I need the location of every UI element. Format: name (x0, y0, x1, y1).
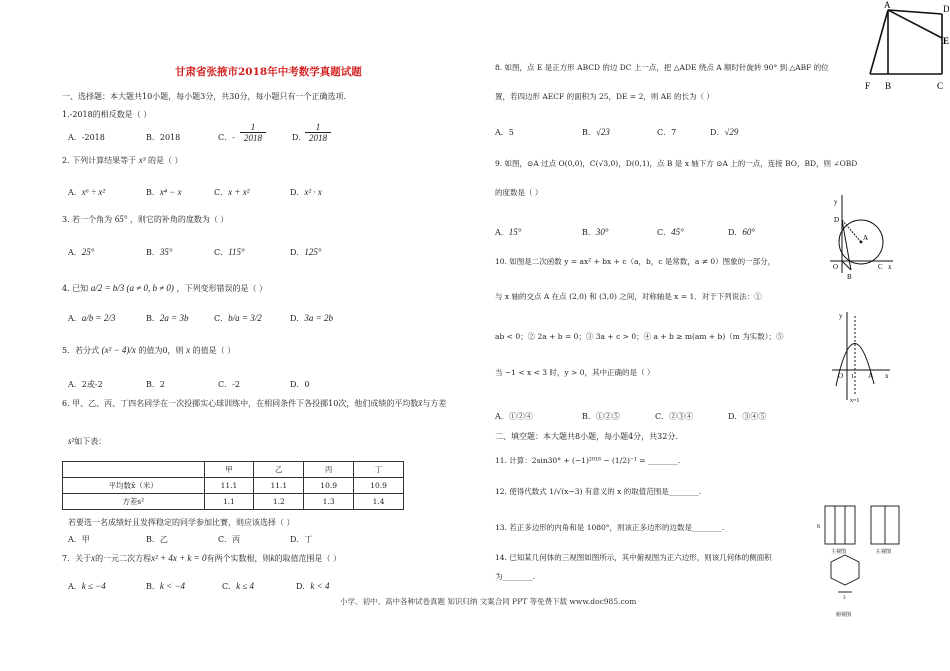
q7-eq: x² + 4x + k = 0 (151, 553, 207, 563)
table-header: 甲 (204, 462, 254, 478)
table-header: 乙 (254, 462, 304, 478)
fig9-label-o: O (833, 263, 839, 271)
q3-option-d (290, 247, 322, 258)
fig10-label-one: 1 (851, 374, 854, 380)
fig14-label-top: 俯视图 (836, 613, 852, 618)
q2-tail: 的是（ ） (147, 156, 183, 165)
question-4 (62, 283, 267, 294)
q9-option-a (495, 227, 521, 238)
q1-option-d: D． (292, 133, 307, 142)
q6-tail2: 如下表： (74, 437, 107, 446)
q6-option-b: B．乙 (146, 535, 168, 544)
q14-line2: 为________. (495, 572, 535, 581)
q2-d-math: x² · x (304, 187, 322, 197)
q7-option-b (146, 581, 185, 592)
q3-a-label: A． (68, 248, 82, 257)
fig8-label-d: D (943, 4, 949, 14)
q3-c-math: 115° (228, 247, 245, 257)
q8-square-figure (855, 0, 949, 95)
q2-c-label: C． (214, 188, 229, 197)
q8-option-b (582, 127, 610, 138)
q4-c-label: C． (214, 314, 229, 323)
q7-mid: 的一元二次方程 (95, 554, 152, 563)
fig9-label-d: D (834, 216, 840, 224)
q2-d-label: D． (290, 188, 305, 197)
fig8-label-a: A (884, 0, 891, 10)
table-header: 丁 (354, 462, 404, 478)
q8-option-a: A．5 (495, 128, 514, 137)
q7-option-d (296, 581, 330, 592)
q1-d-fraction (305, 122, 331, 143)
q6-tail: 与方差 (422, 399, 447, 408)
fig9-label-a: A (863, 234, 869, 242)
q8-b-math: √23 (595, 127, 610, 137)
fig14-top-view-hexagon (831, 555, 859, 585)
q7-var: x (91, 553, 96, 563)
fig10-label-y: y (839, 312, 843, 320)
q3-b-math: 35° (159, 247, 173, 257)
section-one-heading: 一、选择题：本大题共10小题，每小题3分，共30分，每小题只有一个正确选项. (62, 92, 346, 101)
q4-b-math: 2a = 3b (159, 313, 189, 323)
q2-option-b (146, 187, 182, 198)
q7-a-label: A． (68, 582, 82, 591)
q9-option-b (582, 227, 609, 238)
question-13: 13. 若正多边形的内角和是 1080°，则该正多边形的边数是________. (495, 523, 725, 532)
fig9-radius (842, 220, 861, 242)
q2-option-a (68, 187, 105, 198)
q1-option-c: C．- (218, 133, 235, 142)
q4-option-d (290, 313, 333, 324)
q10-option-c: C．②③④ (655, 412, 694, 421)
fig8-label-e: E (943, 36, 949, 46)
question-1-stem: 1.-2018的相反数是（ ） (62, 110, 152, 119)
q5-stem: 5．若分式 (62, 346, 100, 355)
q8-line2: 置，若四边形 AECF 的面积为 25，DE = 2，则 AE 的长为（ ） (495, 92, 714, 101)
q9-line1: 9. 如图，⊙A 过点 O(0,0)，C(√3,0)，D(0,1)，点 B 是 x 轴下方 ⊙A 上的一点，连接 BO，BD，则 ∠OBD (495, 159, 858, 168)
table-cell: 1.3 (304, 494, 354, 510)
fig9-center-dot (860, 241, 863, 244)
q9-c-label: C． (657, 228, 672, 237)
q9-line2: 的度数是（ ） (495, 188, 543, 197)
q4-option-c (214, 313, 262, 324)
q1-c-numerator: 1 (240, 122, 266, 133)
q2-a-math: x⁶ ÷ x² (81, 187, 106, 197)
table-cell: 1.4 (354, 494, 404, 510)
q10-line2: 与 x 轴的交点 A 在点 (2,0) 和 (3,0) 之间，对称轴是 x = 1．对于下列说法：① (495, 292, 762, 301)
q7-d-label: D． (296, 582, 311, 591)
table-cell: 平均数x̄（米） (63, 478, 205, 494)
q4-option-b (146, 313, 188, 324)
fig8-label-f: F (865, 81, 871, 91)
q6-after: 若要选一名成绩好且发挥稳定的同学参加比赛，则应该选择（ ） (68, 518, 295, 527)
table-row (63, 462, 404, 478)
fig9-label-x: x (888, 263, 892, 271)
q4-a-label: A． (68, 314, 82, 323)
q7-b-label: B． (146, 582, 160, 591)
q3-a-math: 25° (81, 247, 95, 257)
table-cell: 1.2 (254, 494, 304, 510)
fig8-label-b: B (885, 81, 892, 91)
q7-tail: 的取值范围是（ ） (274, 554, 342, 563)
q3-option-c (214, 247, 245, 258)
q7-c-math: k ≤ 4 (236, 581, 255, 591)
fig14-label-main: 主视图 (831, 550, 847, 555)
q3-d-math: 125° (304, 247, 322, 257)
q6-line2 (68, 436, 106, 447)
q4-tail: ，下列变形错误的是（ ） (176, 284, 268, 293)
q2-a-label: A． (68, 188, 82, 197)
q4-expr: a/2 = b/3 (a ≠ 0, b ≠ 0) (90, 283, 174, 293)
fig8-label-c: C (937, 81, 944, 91)
q6-option-d: D．丁 (290, 535, 313, 544)
q4-b-label: B． (146, 314, 160, 323)
q1-option-a: A．-2018 (68, 133, 105, 142)
q1-d-numerator: 1 (305, 122, 331, 133)
q8-d-math: √29 (724, 127, 739, 137)
q2-b-math: x⁴ − x (159, 187, 182, 197)
q5-option-c: C．-2 (218, 380, 240, 389)
q9-a-label: A． (495, 228, 509, 237)
table-header: 丙 (304, 462, 354, 478)
q4-a-math: a/b = 2/3 (81, 313, 116, 323)
q9-d-math: 60° (742, 227, 756, 237)
table-cell: 方差s² (63, 494, 205, 510)
q3-c-label: C． (214, 248, 229, 257)
q3-stem: 3. 若一个角为 (62, 215, 113, 224)
q5-option-d: D．0 (290, 380, 310, 389)
q2-option-d (290, 187, 322, 198)
q3-tail: ，则它的补角的度数为（ ） (129, 215, 229, 224)
q4-d-math: 3a = 2b (304, 313, 333, 323)
q8-d-label: D． (710, 128, 725, 137)
q10-parabola-figure (828, 308, 893, 404)
q8-option-d (710, 127, 738, 138)
question-2 (62, 155, 183, 166)
q3-angle: 65° (114, 214, 128, 224)
q10-option-d: D．③④⑤ (728, 412, 767, 421)
fig9-label-y: y (834, 198, 838, 206)
question-11: 11. 计算：2sin30° + (−1)²⁰¹⁸ − (1/2)⁻¹ = ________. (495, 456, 681, 465)
q2-stem: 2. 下列计算结果等于 (62, 156, 137, 165)
q7-k: k (270, 553, 275, 563)
q3-d-label: D． (290, 248, 305, 257)
q10-line3: ab < 0；② 2a + b = 0；③ 3a + c > 0；④ a + b ≥ m(am + b)（m 为实数）；⑤ (495, 332, 784, 341)
fig9-label-c: C (878, 263, 883, 271)
table-cell: 11.1 (204, 478, 254, 494)
fig14-label-left: 左视图 (876, 550, 892, 555)
q5-tail: 的值为0，则 (138, 346, 184, 355)
question-5 (62, 345, 235, 356)
q3-option-a (68, 247, 94, 258)
fig8-segment-af (870, 10, 888, 74)
question-3 (62, 214, 228, 225)
q8-option-c: C．7 (657, 128, 677, 137)
q6-option-a: A．甲 (68, 535, 90, 544)
fig10-label-x: x (885, 372, 889, 380)
q5-var: x (186, 345, 191, 355)
question-12: 12. 使得代数式 1/√(x−3) 有意义的 x 的取值范围是________. (495, 487, 702, 496)
question-7 (62, 553, 341, 564)
q4-d-label: D． (290, 314, 305, 323)
q2-c-math: x + x² (228, 187, 250, 197)
q4-option-a (68, 313, 115, 324)
q6-option-c: C．丙 (218, 535, 241, 544)
q1-option-b: B．2018 (146, 133, 181, 142)
table-cell: 1.1 (204, 494, 254, 510)
q7-stem: 7．关于 (62, 554, 92, 563)
q6-stats-table (62, 461, 404, 510)
q5-expr: (x² − 4)/x (101, 345, 136, 355)
q5-option-b: B．2 (146, 380, 165, 389)
q10-line4: 当 −1 < x < 3 时，y > 0，其中正确的是（ ） (495, 368, 655, 377)
fig10-label-a: A (868, 372, 874, 380)
table-header (63, 462, 205, 478)
q5-option-a: A．2或-2 (68, 380, 103, 389)
fig10-label-axis: x=1 (850, 398, 860, 404)
q8-line1: 8. 如图，点 E 是正方形 ABCD 的边 DC 上一点，把 △ADE 绕点 A 顺时针旋转 90° 到 △ABF 的位 (495, 63, 829, 72)
q9-b-label: B． (582, 228, 596, 237)
table-cell: 10.9 (304, 478, 354, 494)
q2-b-label: B． (146, 188, 160, 197)
q6-s2: s² (68, 436, 75, 446)
fig14-label-width: 3 (843, 596, 846, 601)
q7-mid2: 有两个实数根，则 (206, 554, 271, 563)
q2-option-c (214, 187, 249, 198)
q3-option-b (146, 247, 173, 258)
q4-stem: 4. 已知 (62, 284, 89, 293)
q10-option-b: B．①②⑤ (582, 412, 620, 421)
table-row (63, 494, 404, 510)
q7-d-math: k < 4 (310, 581, 330, 591)
page-title: 甘肃省张掖市2018年中考数学真题试题 (175, 66, 362, 78)
q9-c-math: 45° (671, 227, 684, 237)
q7-a-math: k ≤ −4 (81, 581, 106, 591)
q8-b-label: B． (582, 128, 596, 137)
q9-b-math: 30° (595, 227, 609, 237)
q6-stem: 6. 甲、乙、丙、丁四名同学在一次投掷实心球训练中，在相同条件下各投掷10次，他们成绩的平均数 (62, 399, 419, 408)
q9-option-c (657, 227, 684, 238)
q5-tail2: 的值是（ ） (192, 346, 236, 355)
q9-d-label: D． (728, 228, 743, 237)
q14-three-views-figure (815, 500, 910, 625)
q2-expr: x³ (138, 155, 146, 165)
fig9-label-b: B (847, 273, 852, 280)
q10-line1: 10. 如图是二次函数 y = ax² + bx + c（a，b，c 是常数，a ≠ 0）图象的一部分， (495, 257, 776, 266)
q1-c-fraction (240, 122, 266, 143)
q1-d-denominator: 2018 (309, 133, 327, 143)
table-row (63, 478, 404, 494)
q7-option-c (222, 581, 254, 592)
q7-b-math: k < −4 (159, 581, 186, 591)
q14-line1: 14. 已知某几何体的三视图如图所示，其中俯视图为正六边形，则该几何体的侧面积 (495, 553, 772, 562)
q10-option-a: A．①②④ (495, 412, 533, 421)
q7-c-label: C． (222, 582, 237, 591)
q7-option-a (68, 581, 106, 592)
q9-option-d (728, 227, 755, 238)
question-6 (62, 398, 446, 409)
table-cell: 11.1 (254, 478, 304, 494)
table-cell: 10.9 (354, 478, 404, 494)
q9-a-math: 15° (508, 227, 522, 237)
footer-text: 小学、初中、高中各种试卷真题 知识归纳 文案合同 PPT 等免费下载 www.doc985.com (340, 597, 637, 606)
fig14-label-height: 6 (817, 524, 820, 530)
q9-circle-figure (825, 190, 900, 280)
q6-xbar: x̄ (418, 398, 423, 408)
fig10-label-o: O (838, 372, 844, 380)
q3-b-label: B． (146, 248, 160, 257)
section-two-heading: 二、填空题：本大题共8小题，每小题4分，共32分. (495, 432, 678, 441)
q1-c-denominator: 2018 (244, 133, 262, 143)
q4-c-math: b/a = 3/2 (228, 313, 262, 323)
fig14-main-view (825, 506, 855, 544)
